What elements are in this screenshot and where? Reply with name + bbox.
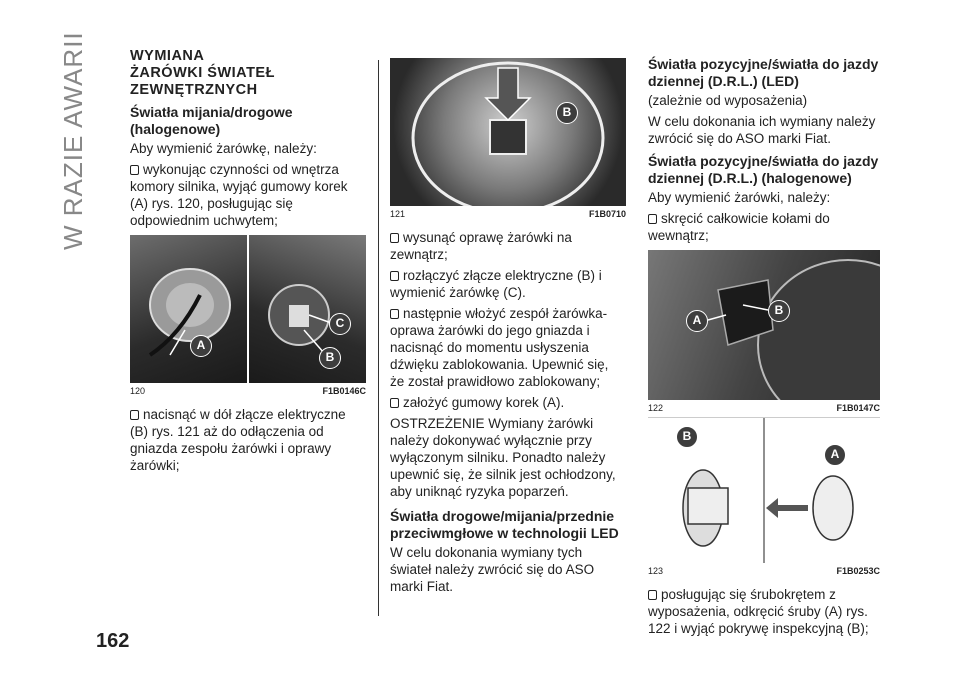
heading-line-2: ŻARÓWKI ŚWIATEŁ — [130, 65, 275, 81]
callout-a: A — [824, 444, 846, 466]
figure-number: 120 — [130, 386, 146, 396]
figure-120 — [130, 235, 366, 383]
callout-b: B — [676, 426, 698, 448]
figure-122 — [648, 250, 880, 400]
figure-123 — [648, 417, 880, 563]
drl-halogen-intro: Aby wymienić żarówki, należy: — [648, 190, 831, 205]
page-number: 162 — [96, 630, 130, 652]
figure-code: F1B0710 — [588, 209, 626, 219]
side-section-title: W RAZIE AWARII — [58, 31, 88, 250]
figure-code: F1B0253C — [836, 566, 880, 576]
subheading-drl-halogen: Światła pozycyjne/światła do jazdy dziennej (D.R.L.) (halogenowe) — [648, 153, 879, 186]
figure-code: F1B0147C — [836, 403, 880, 413]
intro-text: Aby wymienić żarówkę, należy: — [130, 141, 317, 156]
step-extract-holder: wysunąć oprawę żarówki na zewnątrz; — [390, 229, 626, 263]
warning-text: OSTRZEŻENIE Wymiany żarówki należy dokonywać wyłącznie przy wyłączonym silniku. Ponadto należy upewnić się, że silnik jest ochłodzony, aby uniknąć ryzyka poparzeń. — [390, 416, 616, 499]
callout-a: A — [190, 335, 212, 357]
figure-121-caption — [390, 209, 626, 219]
step-turn-wheels: skręcić całkowicie kołami do wewnątrz; — [648, 210, 880, 244]
callout-c: C — [329, 313, 351, 335]
column-3 — [648, 56, 880, 641]
heading-line-3: ZEWNĘTRZNYCH — [130, 82, 258, 98]
callout-b: B — [556, 102, 578, 124]
step-unscrew-cover: posługując się śrubokrętem z wyposażenia, odkręcić śruby (A) rys. 122 i wyjąć pokrywę inspekcyjną (B); — [648, 586, 880, 637]
figure-120-left-panel — [130, 235, 247, 383]
step-disconnect-replace: rozłączyć złącze elektryczne (B) i wymienić żarówkę (C). — [390, 267, 626, 301]
subheading-low-high-beam: Światła mijania/drogowe (halogenowe) — [130, 104, 293, 137]
callout-b: B — [768, 300, 790, 322]
figure-number: 122 — [648, 403, 664, 413]
section-heading — [130, 48, 366, 99]
figure-122-caption — [648, 403, 880, 413]
led-text: W celu dokonania wymiany tych świateł należy zwrócić się do ASO marki Fiat. — [390, 545, 595, 594]
step-press-connector: nacisnąć w dół złącze elektryczne (B) rys. 121 aż do odłączenia od gniazda zespołu żarówki i oprawy żarówki; — [130, 406, 366, 474]
drl-led-note: (zależnie od wyposażenia) — [648, 93, 808, 108]
figure-123-caption — [648, 566, 880, 576]
column-1 — [130, 48, 366, 478]
column-2 — [390, 58, 626, 599]
step-refit-cap: założyć gumowy korek (A). — [390, 394, 626, 411]
figure-121 — [390, 58, 626, 206]
figure-120-caption — [130, 386, 366, 396]
drl-led-text: W celu dokonania ich wymiany należy zwrócić się do ASO marki Fiat. — [648, 114, 876, 146]
subheading-led-lights: Światła drogowe/mijania/przednie przeciwmgłowe w technologii LED — [390, 508, 619, 541]
column-divider — [378, 60, 379, 616]
subheading-drl-led: Światła pozycyjne/światła do jazdy dziennej (D.R.L.) (LED) — [648, 56, 879, 89]
figure-number: 123 — [648, 566, 664, 576]
heading-line-1: WYMIANA — [130, 48, 205, 64]
figure-code: F1B0146C — [322, 386, 366, 396]
step-remove-rubber-cap: wykonując czynności od wnętrza komory silnika, wyjąć gumowy korek (A) rys. 120, posługując się odpowiednim uchwytem; — [130, 161, 366, 229]
step-refit-assembly: następnie włożyć zespół żarówka-oprawa żarówki do jego gniazda i nacisnąć do momentu usłyszenia dźwięku zablokowania. Upewnić się, że został prawidłowo zablokowany; — [390, 305, 626, 390]
callout-b: B — [319, 347, 341, 369]
figure-120-right-panel — [249, 235, 366, 383]
callout-a: A — [686, 310, 708, 332]
figure-number: 121 — [390, 209, 406, 219]
